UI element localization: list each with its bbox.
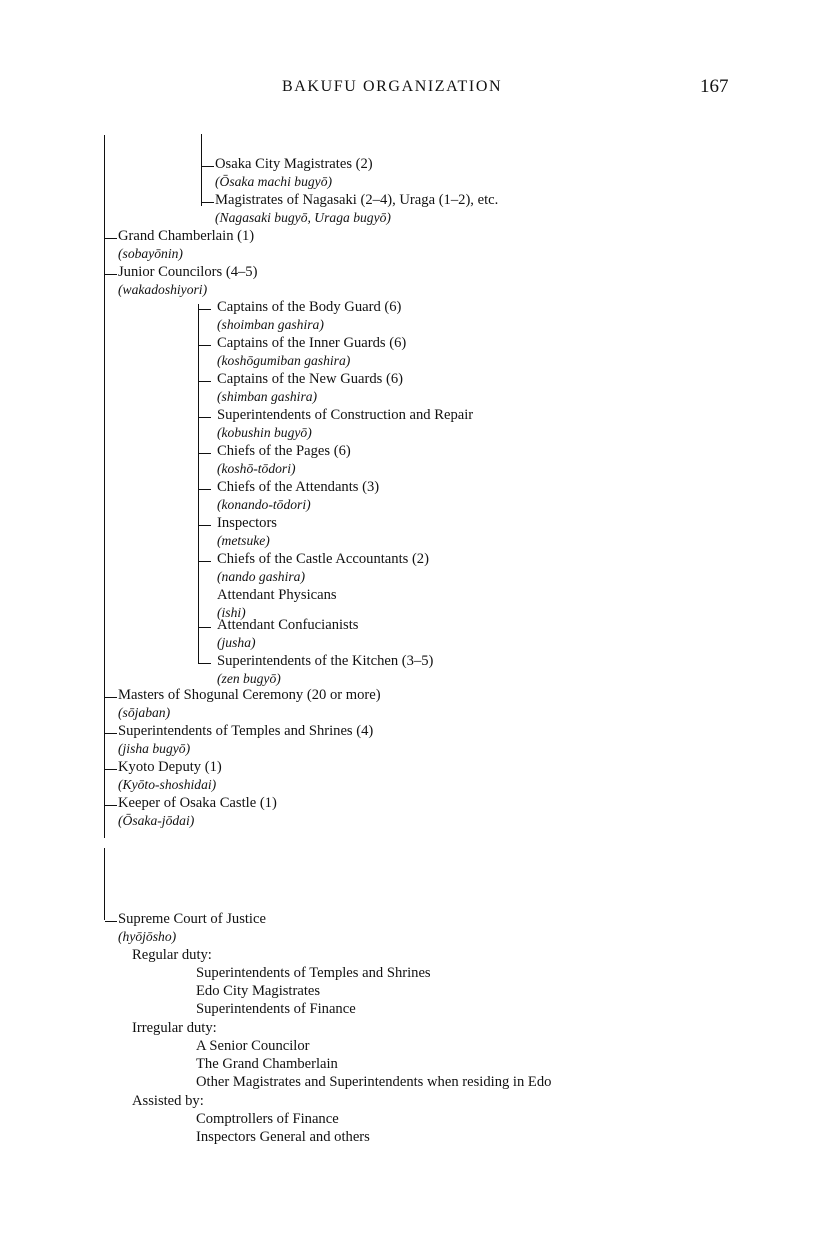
- court-regular-item: Superintendents of Temples and Shrines: [196, 965, 431, 981]
- branch-tick: [202, 166, 214, 167]
- court-assisted-item: Inspectors General and others: [196, 1129, 370, 1145]
- org-entry: Keeper of Osaka Castle (1) (Ōsaka-jōdai): [118, 795, 277, 828]
- inner-branch-line-top: [201, 134, 202, 206]
- tree-trunk-line-lower: [104, 848, 105, 920]
- org-entry: Masters of Shogunal Ceremony (20 or more) (sōjaban): [118, 687, 381, 720]
- branch-tick: [199, 525, 211, 526]
- branch-tick: [199, 417, 211, 418]
- court-regular-item: Superintendents of Finance: [196, 1001, 356, 1017]
- court-irregular-item: The Grand Chamberlain: [196, 1056, 338, 1072]
- org-entry: Captains of the Inner Guards (6) (koshōgumiban gashira): [217, 335, 407, 368]
- branch-tick: [105, 697, 117, 698]
- branch-tick: [199, 663, 211, 664]
- junior-branch-line: [198, 304, 199, 664]
- court-regular-item: Edo City Magistrates: [196, 983, 321, 999]
- court-assisted-label: Assisted by:: [132, 1093, 204, 1109]
- org-entry: Osaka City Magistrates (2) (Ōsaka machi bugyō): [215, 156, 373, 189]
- court-regular-label: Regular duty:: [132, 947, 212, 963]
- branch-tick: [105, 805, 117, 806]
- org-entry: Kyoto Deputy (1) (Kyōto-shoshidai): [118, 759, 222, 792]
- branch-tick: [202, 202, 214, 203]
- branch-tick: [199, 345, 211, 346]
- branch-tick: [199, 381, 211, 382]
- branch-tick: [105, 733, 117, 734]
- org-entry: Chiefs of the Castle Accountants (2) (nando gashira) Attendant Physicans (ishi): [217, 551, 429, 620]
- org-entry: Superintendents of Construction and Repair (kobushin bugyō): [217, 407, 474, 440]
- court-entry: Supreme Court of Justice (hyōjōsho): [118, 911, 266, 944]
- org-entry: Captains of the New Guards (6) (shimban gashira): [217, 371, 404, 404]
- branch-tick: [105, 769, 117, 770]
- org-entry: Grand Chamberlain (1) (sobayōnin): [118, 228, 255, 261]
- org-entry: Chiefs of the Attendants (3) (konando-tōdori): [217, 479, 380, 512]
- court-irregular-item: A Senior Councilor: [196, 1038, 310, 1054]
- branch-tick: [199, 309, 211, 310]
- branch-tick: [105, 274, 117, 275]
- org-entry: Inspectors (metsuke): [217, 515, 277, 548]
- org-entry: Magistrates of Nagasaki (2–4), Uraga (1–2), etc. (Nagasaki bugyō, Uraga bugyō): [215, 192, 499, 225]
- branch-tick: [199, 453, 211, 454]
- branch-tick: [105, 238, 117, 239]
- court-assisted-item: Comptrollers of Finance: [196, 1111, 339, 1127]
- branch-tick: [105, 921, 117, 922]
- branch-tick: [199, 627, 211, 628]
- branch-tick: [199, 561, 211, 562]
- court-irregular-item: Other Magistrates and Superintendents when residing in Edo: [196, 1074, 552, 1090]
- org-entry: Superintendents of Temples and Shrines (4) (jisha bugyō): [118, 723, 374, 756]
- org-entry: Chiefs of the Pages (6) (koshō-tōdori): [217, 443, 351, 476]
- org-entry: Junior Councilors (4–5) (wakadoshiyori): [118, 264, 258, 297]
- court-irregular-label: Irregular duty:: [132, 1020, 217, 1036]
- running-header-title: BAKUFU ORGANIZATION: [282, 78, 503, 95]
- org-entry: Captains of the Body Guard (6) (shoimban gashira): [217, 299, 402, 332]
- org-entry: Superintendents of the Kitchen (3–5) (zen bugyō): [217, 653, 434, 686]
- page-number: 167: [700, 76, 729, 97]
- branch-tick: [199, 489, 211, 490]
- org-entry: Attendant Confucianists (jusha): [217, 617, 359, 650]
